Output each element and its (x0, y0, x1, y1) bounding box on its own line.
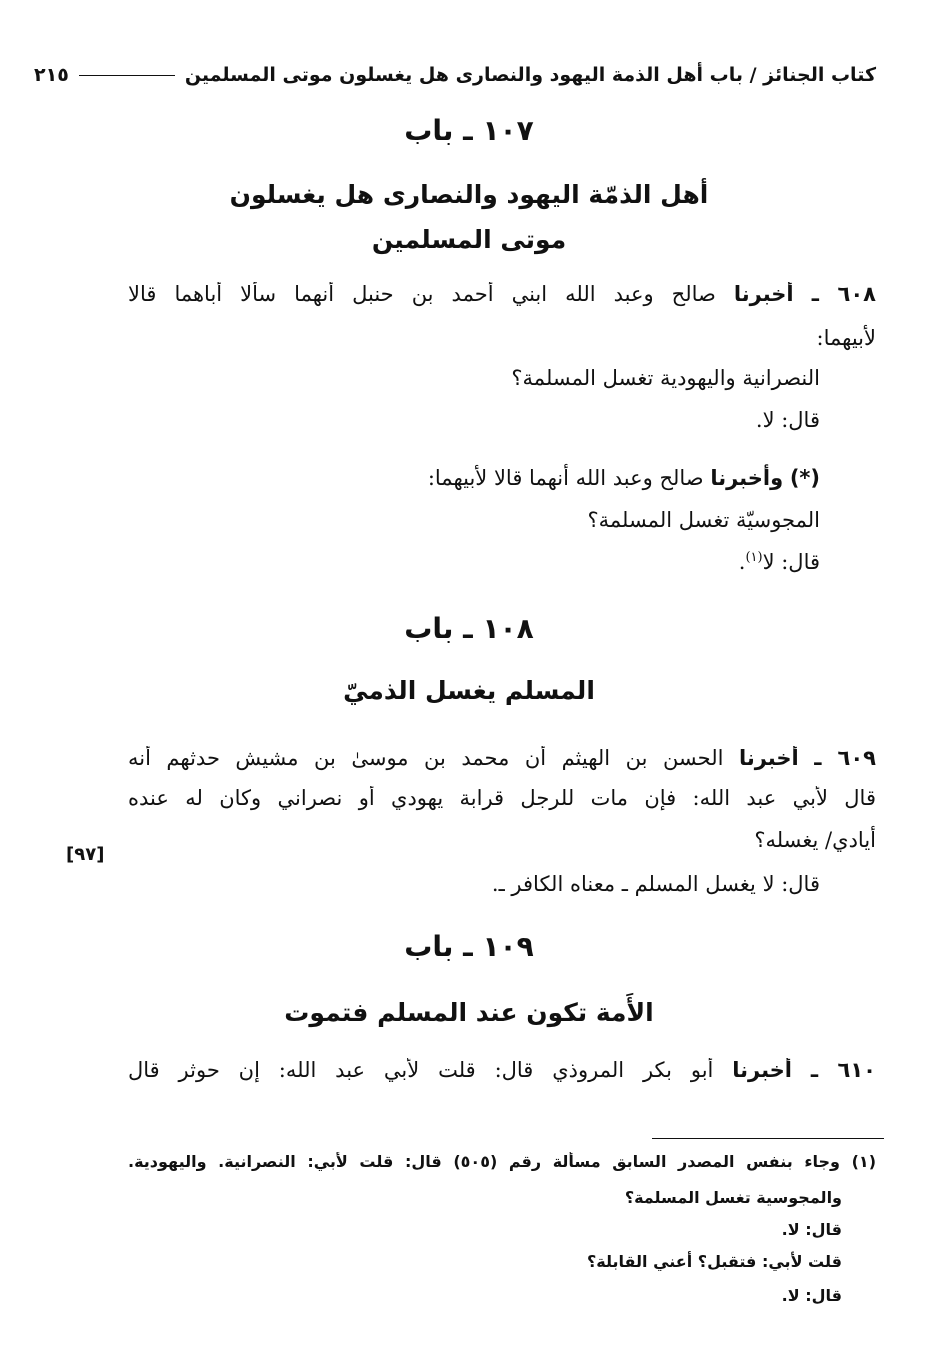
narration-610-number: ٦١٠ ـ (810, 1058, 876, 1082)
narration-608-answer: قال: لا. (755, 408, 820, 432)
narration-609-line2: قال لأبي عبد الله: فإن مات للرجل قرابة يهودي أو نصراني وكان له عنده (128, 786, 876, 810)
narration-608-question: النصرانية واليهودية تغسل المسلمة؟ (511, 366, 820, 390)
manuscript-folio-ref: [٩٧] (66, 844, 105, 865)
narration-608-text: صالح وعبد الله ابني أحمد بن حنبل أنهما سألا أباهما قالا (128, 282, 716, 306)
narration-608-line1 (128, 282, 876, 316)
narration-609-line1 (128, 746, 876, 780)
running-head-title: كتاب الجنائز / باب أهل الذمة اليهود والنصارى هل يغسلون موتى المسلمين (184, 64, 876, 86)
narration-610-line1 (128, 1058, 876, 1092)
footnote-1-line5: قال: لا. (781, 1286, 842, 1305)
narration-608-line2: لأبيهما: (816, 326, 876, 350)
bab-107-heading: ١٠٧ ـ باب (404, 114, 534, 147)
narration-608b-line1 (428, 466, 820, 490)
narration-608b-mark: (*) (789, 466, 820, 490)
bab-108-title: المسلم يغسل الذميّ (343, 676, 595, 705)
narration-608b-keyword: وأخبرنا (710, 466, 784, 490)
running-head (34, 58, 876, 92)
narration-610-keyword: أخبرنا (732, 1058, 792, 1082)
bab-107-title-line2: موتى المسلمين (371, 225, 567, 254)
narration-609-keyword: أخبرنا (738, 746, 799, 770)
footnote-separator (652, 1138, 884, 1139)
footnote-1-line4: قلت لأبي: فتقبل؟ أعني القابلة؟ (586, 1252, 842, 1271)
bab-108-heading: ١٠٨ ـ باب (404, 612, 534, 645)
narration-609-text: الحسن بن الهيثم أن محمد بن موسىٰ بن مشيش حدثهم أنه (128, 746, 724, 770)
narration-608-number: ٦٠٨ ـ (811, 282, 876, 306)
bab-107-title-line1: أهل الذمّة اليهود والنصارى هل يغسلون (229, 180, 709, 209)
narration-608b-question: المجوسيّة تغسل المسلمة؟ (587, 508, 820, 532)
narration-609-line3: أيادي/ يغسله؟ (754, 828, 876, 852)
narration-608-keyword: أخبرنا (733, 282, 794, 306)
narration-608b-answer-text: قال: لا (762, 550, 820, 574)
running-head-rule (79, 75, 175, 76)
footnote-1-line1: (١) وجاء بنفس المصدر السابق مسألة رقم (٥٠٥) قال: قلت لأبي: النصرانية. واليهودية. (128, 1152, 876, 1171)
narration-608b-answer (739, 550, 820, 574)
narration-608b-answer-end: . (738, 550, 746, 574)
footnote-1-line2: والمجوسية تغسل المسلمة؟ (624, 1188, 842, 1207)
narration-609-number: ٦٠٩ ـ (814, 746, 876, 770)
narration-609-answer: قال: لا يغسل المسلم ـ معناه الكافر ـ. (491, 872, 820, 896)
narration-608b-text: صالح وعبد الله أنهما قالا لأبيهما: (427, 466, 704, 490)
page-number: ٢١٥ (34, 64, 69, 86)
footnote-1-line3: قال: لا. (781, 1220, 842, 1239)
bab-109-heading: ١٠٩ ـ باب (404, 930, 534, 963)
bab-109-title: الأَمة تكون عند المسلم فتموت (284, 998, 654, 1027)
footnote-marker[interactable]: (١) (745, 550, 763, 565)
narration-610-text: أبو بكر المروذي قال: قلت لأبي عبد الله: إن حوثر قال (128, 1058, 714, 1082)
